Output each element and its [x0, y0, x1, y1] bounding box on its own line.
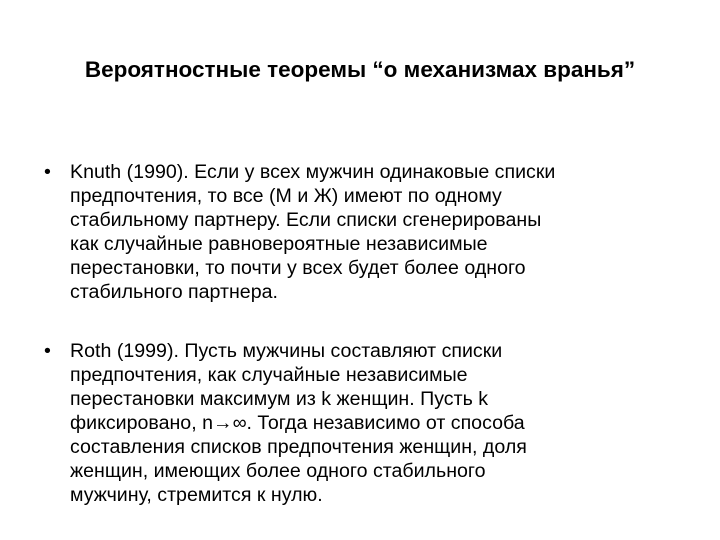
bullet-text-line: как случайные равновероятные независимые	[70, 233, 488, 255]
bullet-text-line: перестановки, то почти у всех будет более одного	[70, 257, 526, 279]
bullet-text-line: стабильному партнеру. Если списки сгенерированы	[70, 209, 542, 231]
bullet-text-line: мужчину, стремится к нулю.	[70, 484, 323, 506]
slide-title: Вероятностные теоремы “о механизмах вранья”	[84, 57, 636, 82]
bullet-text-line: Knuth (1990). Если у всех мужчин одинаковые списки	[70, 161, 556, 183]
bullet-item-roth	[44, 339, 684, 507]
bullet-text-line: составления списков предпочтения женщин, доля	[70, 436, 527, 458]
bullet-text-line: фиксировано, n→∞. Тогда независимо от способа	[70, 412, 525, 434]
bullet-text-line: стабильного партнера.	[70, 281, 278, 303]
bullet-text-line: женщин, имеющих более одного стабильного	[70, 460, 486, 482]
bullet-dot-icon: •	[44, 161, 51, 183]
bullet-list	[44, 160, 684, 507]
bullet-item-knuth	[44, 160, 684, 304]
bullet-dot-icon: •	[44, 340, 51, 362]
bullet-text-line: предпочтения, то все (М и Ж) имеют по одному	[70, 185, 502, 207]
bullet-text-line: Roth (1999). Пусть мужчины составляют списки	[70, 340, 503, 362]
bullet-text-line: перестановки максимум из k женщин. Пусть k	[70, 388, 489, 410]
bullet-text-line: предпочтения, как случайные независимые	[70, 364, 468, 386]
